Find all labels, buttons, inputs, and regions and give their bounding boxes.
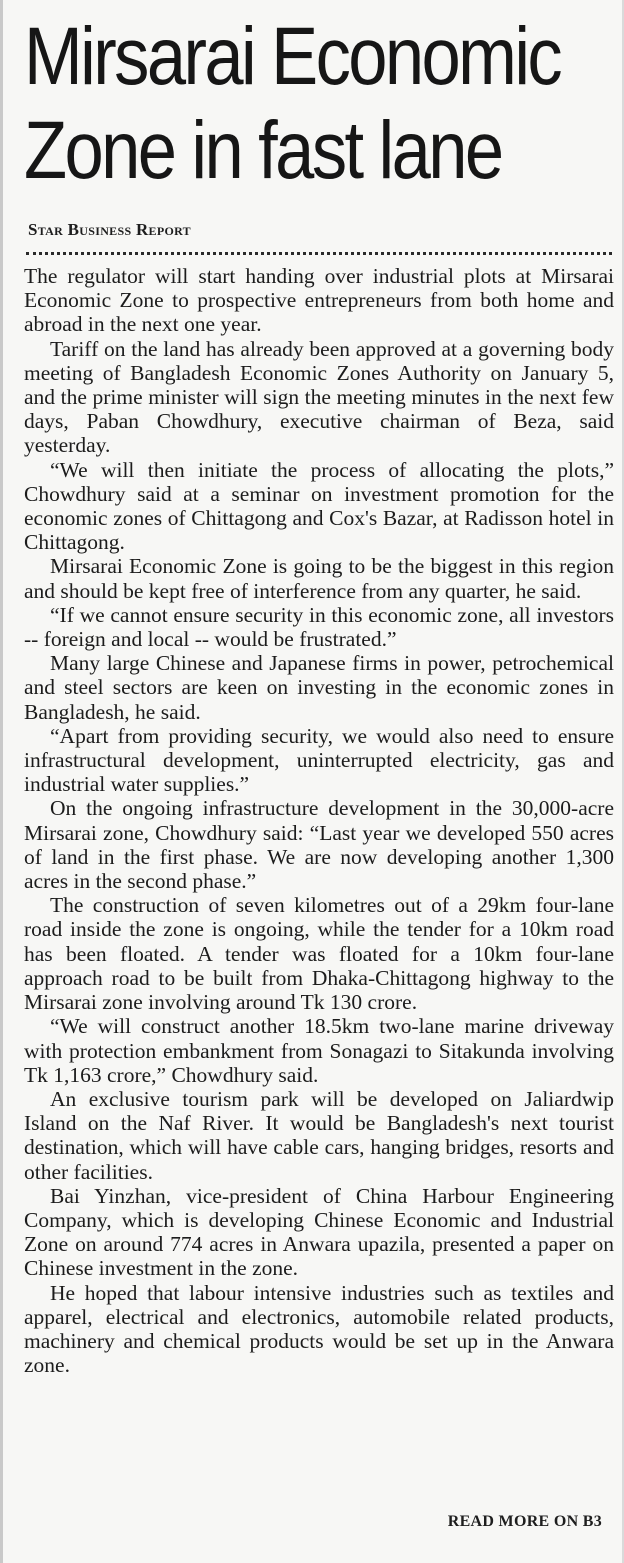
byline: Star Business Report <box>28 220 191 239</box>
paragraph: The construction of seven kilometres out of a 29km four-lane road inside the zone is ongoing, while the tender for a 10km road has been floated. A tender was floated for a 10km four-lane approach road to be built from Dhaka-Chittagong highway to the Mirsarai zone involving around Tk 130 crore. <box>24 893 614 1015</box>
clipping-edge-left <box>0 0 3 1563</box>
paragraph: Bai Yinzhan, vice-president of China Harbour Engineering Company, which is developing Chinese Economic and Industrial Zone on around 774 acres in Anwara upazila, presented a paper on Chinese investment in the zone. <box>24 1183 614 1281</box>
paragraph: Tariff on the land has already been approved at a governing body meeting of Bangladesh Economic Zones Authority on January 5, and the prime minister will sign the meeting minutes in the next few days, Paban Chowdhury, executive chairman of Beza, said yesterday. <box>24 336 614 458</box>
paragraph: “Apart from providing security, we would also need to ensure infrastructural development, uninterrupted electricity, gas and industrial water supplies.” <box>24 723 614 797</box>
paragraph: An exclusive tourism park will be developed on Jaliardwip Island on the Naf River. It would be Bangladesh's next tourist destination, which will have cable cars, hanging bridges, resorts and other facilities. <box>24 1086 614 1184</box>
paragraph: “We will construct another 18.5km two-lane marine driveway with protection embankment from Sonagazi to Sitakunda involving Tk 1,163 crore,” Chowdhury said. <box>24 1014 614 1087</box>
paragraph: “We will then initiate the process of allocating the plots,” Chowdhury said at a seminar on investment promotion for the economic zones of Chittagong and Cox's Bazar, at Radisson hotel in Chittagong. <box>24 457 614 555</box>
paragraph: The regulator will start handing over industrial plots at Mirsarai Economic Zone to prospective entrepreneurs from both home and abroad in the next one year. <box>24 264 614 337</box>
paragraph: Mirsarai Economic Zone is going to be the biggest in this region and should be kept free of interference from any quarter, he said. <box>24 554 614 603</box>
article-body <box>24 264 614 1377</box>
read-more-jump: READ MORE ON B3 <box>447 1513 602 1530</box>
paragraph: On the ongoing infrastructure development in the 30,000-acre Mirsarai zone, Chowdhury said: “Last year we developed 550 acres of land in the first phase. We are now developing another 1,300 acres in the second phase.” <box>24 796 614 894</box>
paragraph: Many large Chinese and Japanese firms in power, petrochemical and steel sectors are keen on investing in the economic zones in Bangladesh, he said. <box>24 651 614 724</box>
paragraph: “If we cannot ensure security in this economic zone, all investors -- foreign and local -- would be frustrated.” <box>24 602 614 652</box>
headline <box>24 10 561 198</box>
paragraph: He hoped that labour intensive industries such as textiles and apparel, electrical and electronics, automobile related products, machinery and chemical products would be set up in the Anwara zone. <box>24 1280 614 1378</box>
headline-line-1: Mirsarai Economic <box>24 11 561 102</box>
headline-line-2: Zone in fast lane <box>24 105 502 196</box>
dotted-divider <box>26 252 612 255</box>
